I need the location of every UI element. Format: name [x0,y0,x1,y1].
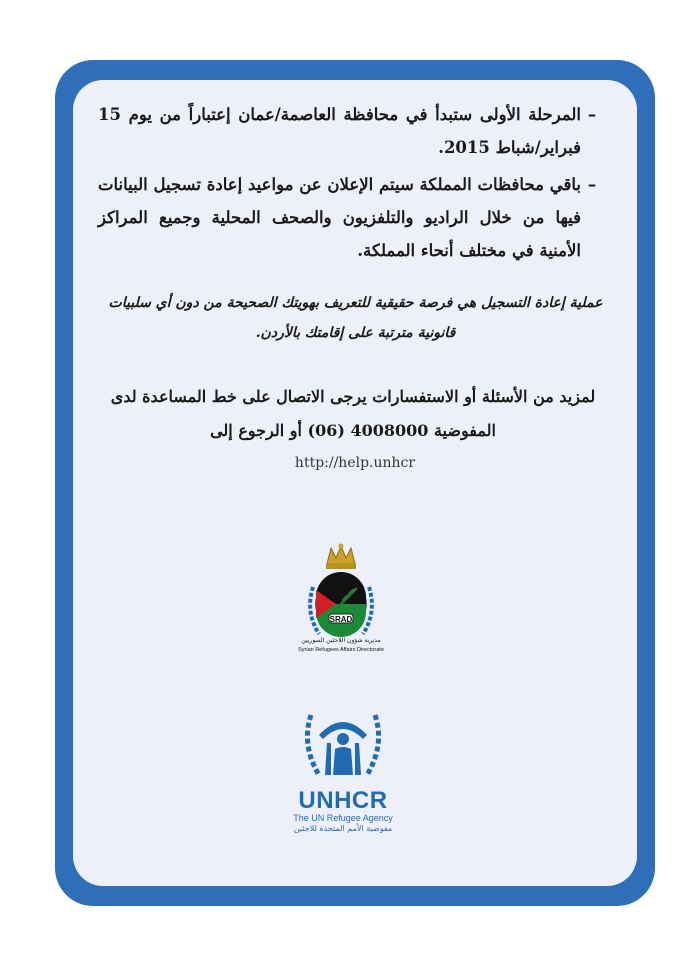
unhcr-tagline: The UN Refugee Agency [293,813,393,823]
bullet-dash: – [587,175,597,194]
bullet-list [98,98,603,271]
srad-logo [291,542,391,662]
srad-english-name: Syrian Refugees Affairs Directorate [298,647,384,653]
help-link[interactable]: http://help.unhcr [294,455,416,471]
bullet-text: المرحلة الأولى ستبدأ في محافظة العاصمة/عمان إعتباراً من يوم 15 فبراير/شباط 2015. [98,105,581,157]
unhcr-logo [283,705,403,840]
bullet-dash: – [587,105,597,124]
page-frame [55,60,655,906]
content-panel [73,80,637,886]
srad-arabic-name: مديرية شؤون اللاجئين السوريين [301,637,381,644]
srad-emblem-icon [291,542,391,662]
italic-notice: عملية إعادة التسجيل هي فرصة حقيقية للتعريف بهويتك الصحيحة من دون أي سلبيات قانونية مترتبة على إقامتك بالأردن. [108,295,603,341]
unhcr-name: UNHCR [298,787,388,814]
bullet-item [98,168,603,267]
unhcr-arabic-name: مفوضية الأمم المتحدة للاجئين [293,824,393,833]
contact-paragraph: لمزيد من الأسئلة أو الاستفسارات يرجى الاتصال على خط المساعدة لدى المفوضية 4008000 (06) أو الرجوع إلى [110,387,596,440]
bullet-text: باقي محافظات المملكة سيتم الإعلان عن مواعيد إعادة تسجيل البيانات فيها من خلال الراديو والتلفزيون والصحف المحلية وجميع المراكز الأمنية في مختلف أنحاء المملكة. [98,175,581,260]
unhcr-hands-icon [283,705,403,785]
bullet-item [98,98,603,164]
srad-abbr: SRAD [329,615,353,624]
